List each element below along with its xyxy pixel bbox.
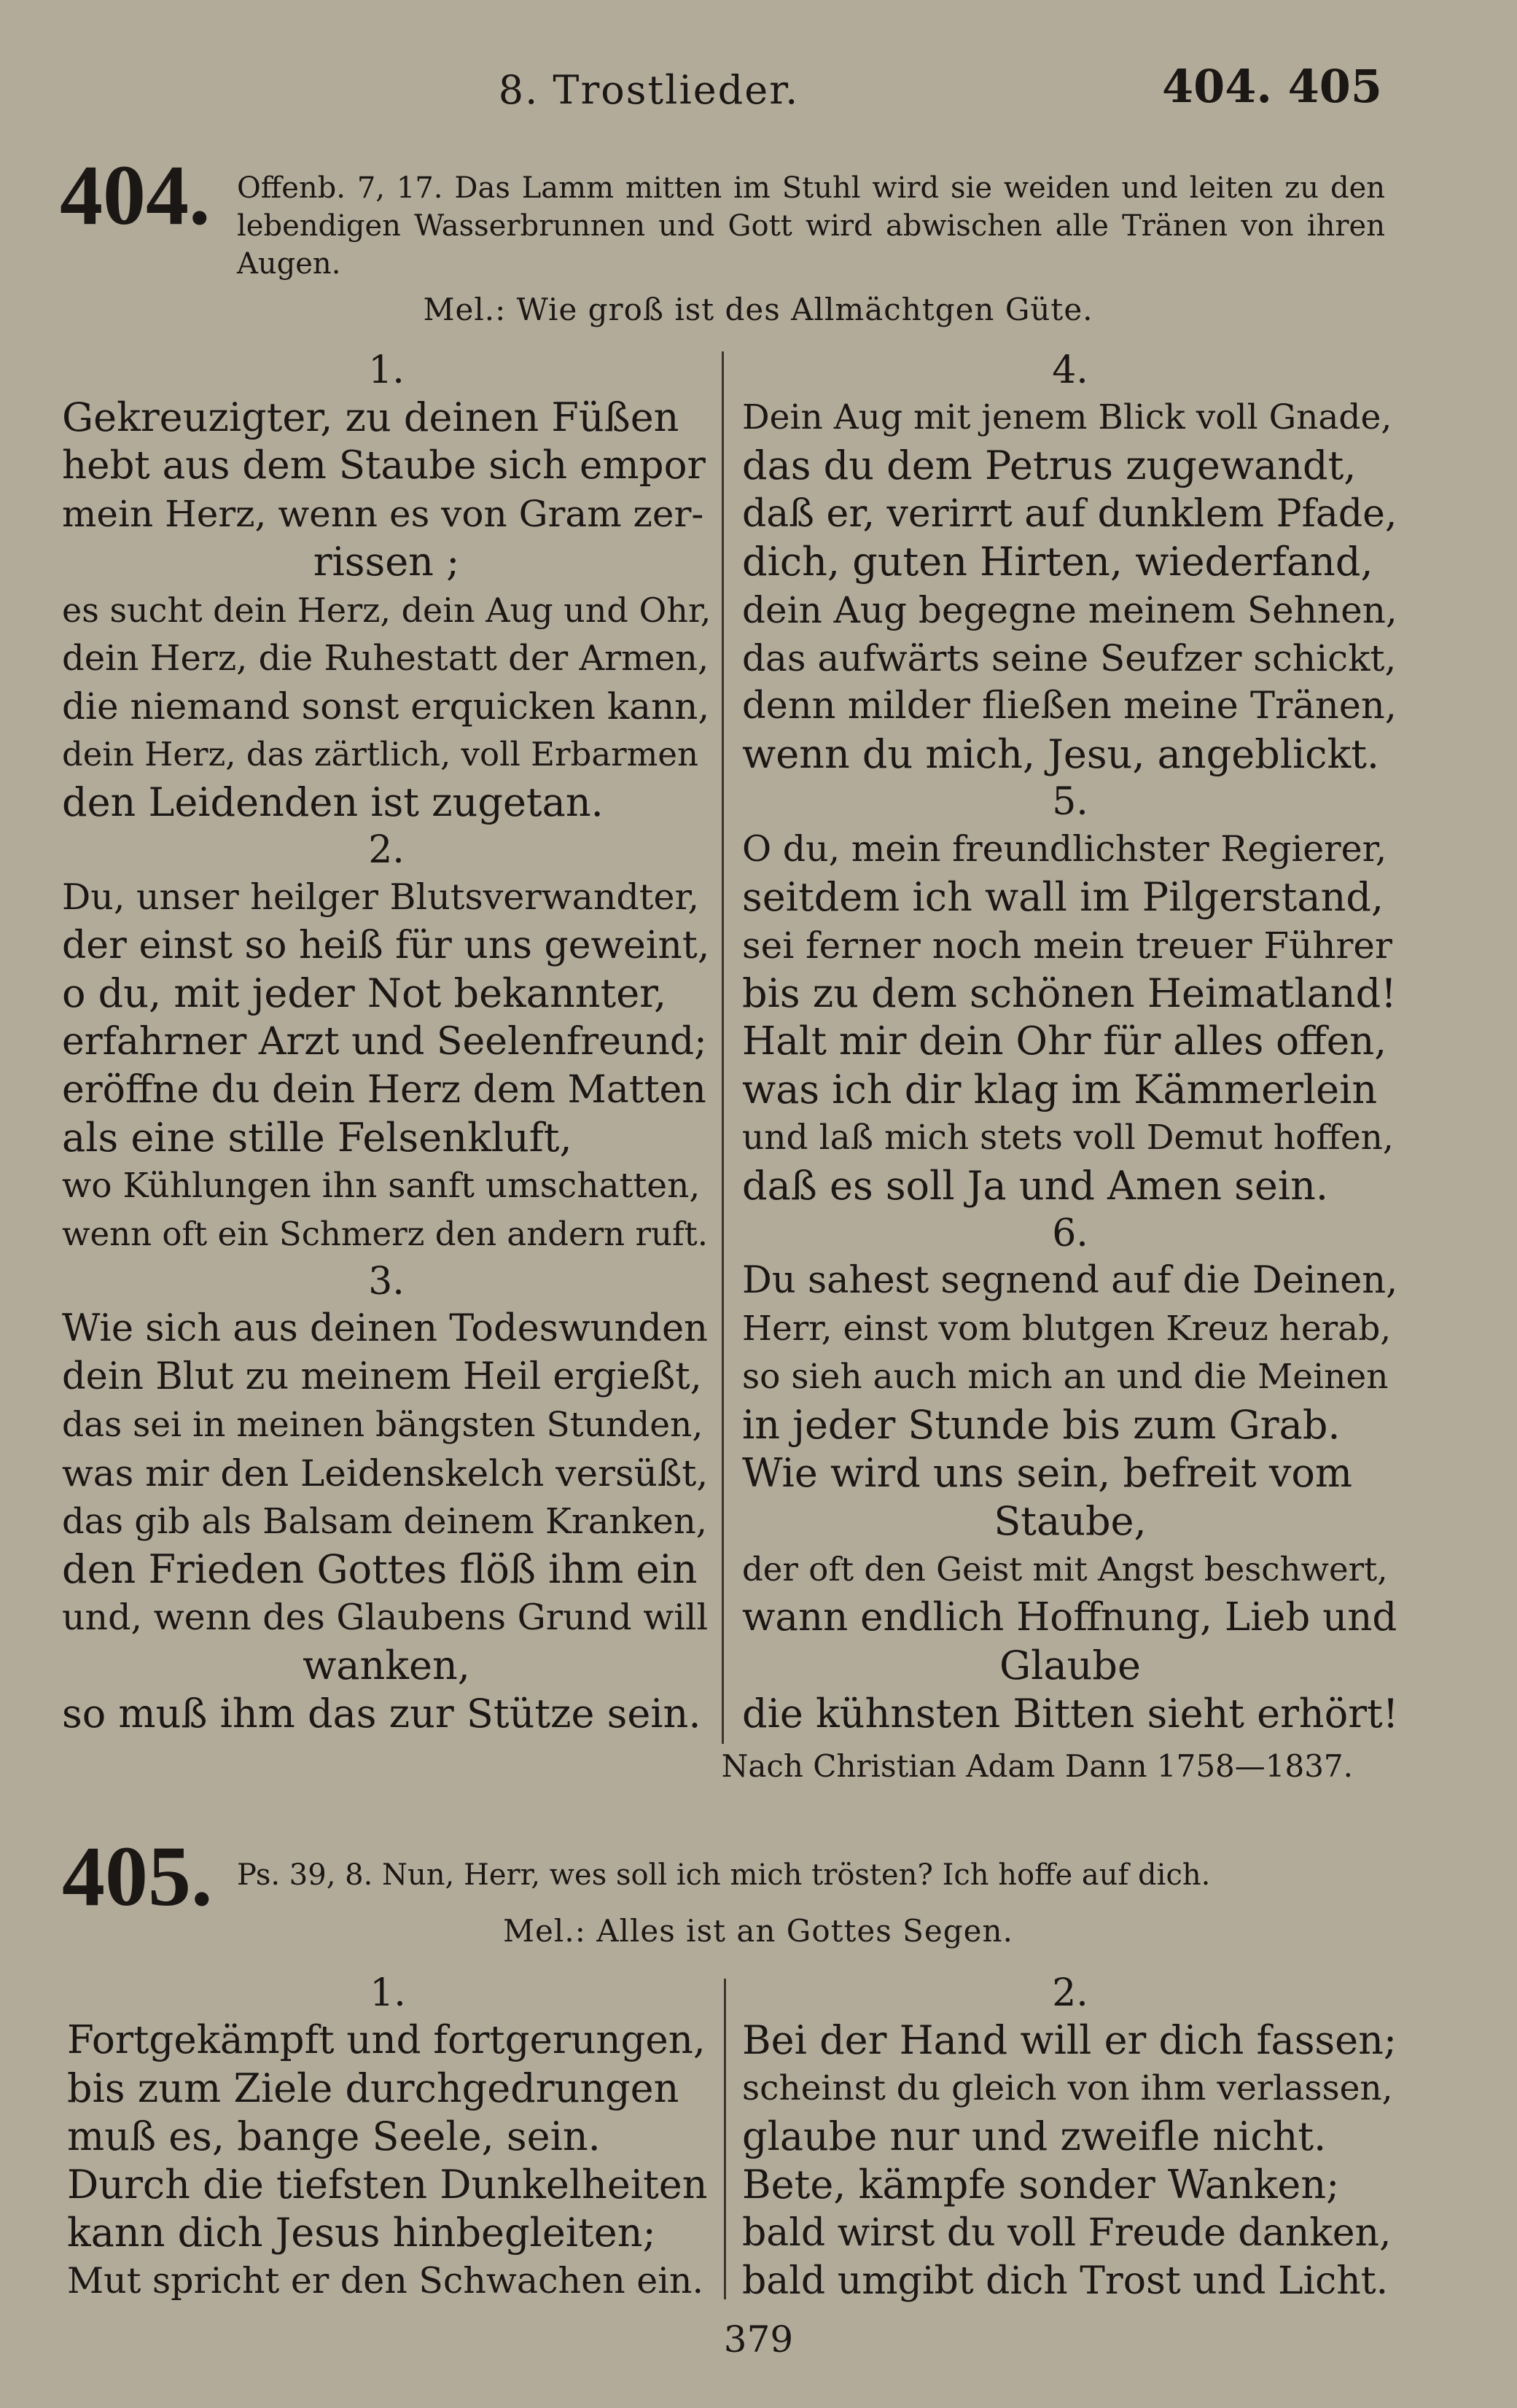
verse-line: die kühnsten Bitten sieht erhört! [742,1691,1399,1737]
verse-line: Herr, einst vom blutgen Kreuz herab, [742,1309,1392,1349]
verse-line: glaube nur und zweifle nicht. [742,2113,1327,2159]
verse-line: so sieh auch mich an und die Meinen [742,1357,1389,1397]
hymn-404-author: Nach Christian Adam Dann 1758—1837. [721,1748,1353,1784]
verse-line: und laß mich stets voll Demut hoffen, [742,1118,1394,1158]
verse-line: Du, unser heilger Blutsverwandter, [62,876,700,918]
verse-line: den Leidenden ist zugetan. [62,779,604,825]
verse-line: die niemand sonst erquicken kann, [62,685,710,728]
header-hymn-numbers: 404. 405 [1161,60,1382,113]
verse-line: das du dem Petrus zugewandt, [742,443,1357,488]
verse-line: eröffne du dein Herz dem Matten [62,1068,706,1112]
hymn-404-number: 404. [60,147,211,243]
verse-number: 6. [1052,1212,1088,1255]
verse-line: wenn oft ein Schmerz den andern ruft. [62,1215,709,1253]
verse-line: Mut spricht er den Schwachen ein. [67,2260,704,2302]
verse-line: O du, mein freundlichster Regierer, [742,828,1387,870]
verse-line: dein Herz, die Ruhestatt der Armen, [62,638,709,679]
verse-number: 4. [1052,348,1088,392]
verse-line: dein Aug begegne meinem Sehnen, [742,589,1397,631]
verse-line: es sucht dein Herz, dein Aug und Ohr, [62,591,711,630]
hymn-404-left-column [62,347,711,1738]
verse-line: dein Blut zu meinem Heil ergießt, [62,1355,702,1398]
verse-line: muß es, bange Seele, sein. [67,2113,601,2159]
hymn-404-scripture: Offenb. 7, 17. Das Lamm mitten im Stuhl wird sie weiden und leiten zu den lebendigen Wasserbrunnen und Gott wird abwischen alle Tränen von ihren Augen. [237,171,1385,281]
verse-number: 2. [368,828,405,872]
verse-line: hebt aus dem Staube sich empor [62,443,706,488]
verse-line: als eine stille Felsenkluft, [62,1115,572,1161]
verse-line: seitdem ich wall im Pilgerstand, [742,874,1384,920]
verse-line: bis zu dem schönen Heimatland! [742,970,1397,1016]
verse-line: erfahrner Arzt und Seelenfreund; [62,1020,707,1064]
verse-line: Durch die tiefsten Dunkelheiten [67,2162,708,2208]
verse-line: der oft den Geist mit Angst beschwert, [742,1550,1388,1589]
hymn-405-melody: Mel.: Alles ist an Gottes Segen. [503,1913,1013,1949]
verse-line: bald wirst du voll Freude danken, [742,2211,1392,2255]
verse-line: o du, mit jeder Not bekannter, [62,970,667,1016]
verse-line: bald umgibt dich Trost und Licht. [742,2259,1389,2303]
verse-number: 1. [370,1971,406,2015]
verse-line: das sei in meinen bängsten Stunden, [62,1405,703,1445]
verse-line: Staube, [994,1498,1147,1544]
column-divider [722,351,724,1744]
hymn-405-number: 405. [62,1828,213,1924]
verse-line: wo Kühlungen ihn sanft umschatten, [62,1166,701,1206]
verse-line: bis zum Ziele durchgedrungen [67,2065,679,2111]
verse-line: kann dich Jesus hinbegleiten; [67,2210,656,2256]
verse-line: Bei der Hand will er dich fassen; [742,2017,1397,2063]
verse-line: was mir den Leidenskelch versüßt, [62,1452,709,1495]
verse-number: 3. [368,1260,405,1304]
verse-line: mein Herz, wenn es von Gram zer- [62,493,704,535]
verse-line: Dein Aug mit jenem Blick voll Gnade, [742,397,1392,437]
verse-number: 2. [1052,1971,1088,2015]
verse-number: 1. [368,348,405,392]
page-number: 379 [723,2318,794,2361]
verse-line: scheinst du gleich von ihm verlassen, [742,2068,1393,2108]
verse-line: das gib als Balsam deinem Kranken, [62,1501,707,1542]
hymn-405-left-column [67,1970,709,2305]
verse-line: Halt mir dein Ohr für alles offen, [742,1019,1387,1064]
verse-line: denn milder fließen meine Tränen, [742,685,1397,728]
verse-line: Fortgekämpft und fortgerungen, [67,2018,706,2062]
verse-line: wanken, [303,1643,470,1688]
verse-line: und, wenn des Glaubens Grund will [62,1597,709,1638]
hymn-405-scripture: Ps. 39, 8. Nun, Herr, wes soll ich mich trösten? Ich hoffe auf dich. [237,1858,1211,1892]
verse-line: sei ferner noch mein treuer Führer [742,924,1392,967]
verse-line: daß es soll Ja und Amen sein. [742,1163,1329,1209]
verse-line: was ich dir klag im Kämmerlein [742,1067,1378,1113]
verse-line: das aufwärts seine Seufzer schickt, [742,637,1397,679]
verse-line: der einst so heiß für uns geweint, [62,924,710,967]
hymn-404-right-column [742,347,1398,1738]
hymn-404-melody: Mel.: Wie groß ist des Allmächtgen Güte. [423,292,1093,327]
column-divider [724,1979,726,2299]
verse-line: den Frieden Gottes flöß ihm ein [62,1546,698,1592]
hymn-405-right-column [742,1970,1398,2305]
verse-line: so muß ihm das zur Stütze sein. [62,1691,701,1737]
verse-line: Gekreuzigter, zu deinen Füßen [62,394,679,440]
verse-line: dein Herz, das zärtlich, voll Erbarmen [62,735,698,774]
verse-line: Glaube [999,1643,1141,1688]
verse-number: 5. [1052,780,1088,824]
verse-line: Wie wird uns sein, befreit vom [742,1450,1353,1496]
verse-line: Wie sich aus deinen Todeswunden [62,1307,708,1350]
verse-line: Du sahest segnend auf die Deinen, [742,1259,1398,1302]
verse-line: in jeder Stunde bis zum Grab. [742,1402,1341,1448]
verse-line: daß er, verirrt auf dunklem Pfade, [742,492,1397,536]
verse-line: wann endlich Hoffnung, Lieb und [742,1595,1397,1640]
verse-line: Bete, kämpfe sonder Wanken; [742,2162,1340,2208]
verse-line: dich, guten Hirten, wiederfand, [742,539,1373,585]
verse-line: wenn du mich, Jesu, angeblickt. [742,731,1380,777]
section-title: 8. Trostlieder. [498,67,800,113]
verse-line: rissen ; [313,539,460,585]
